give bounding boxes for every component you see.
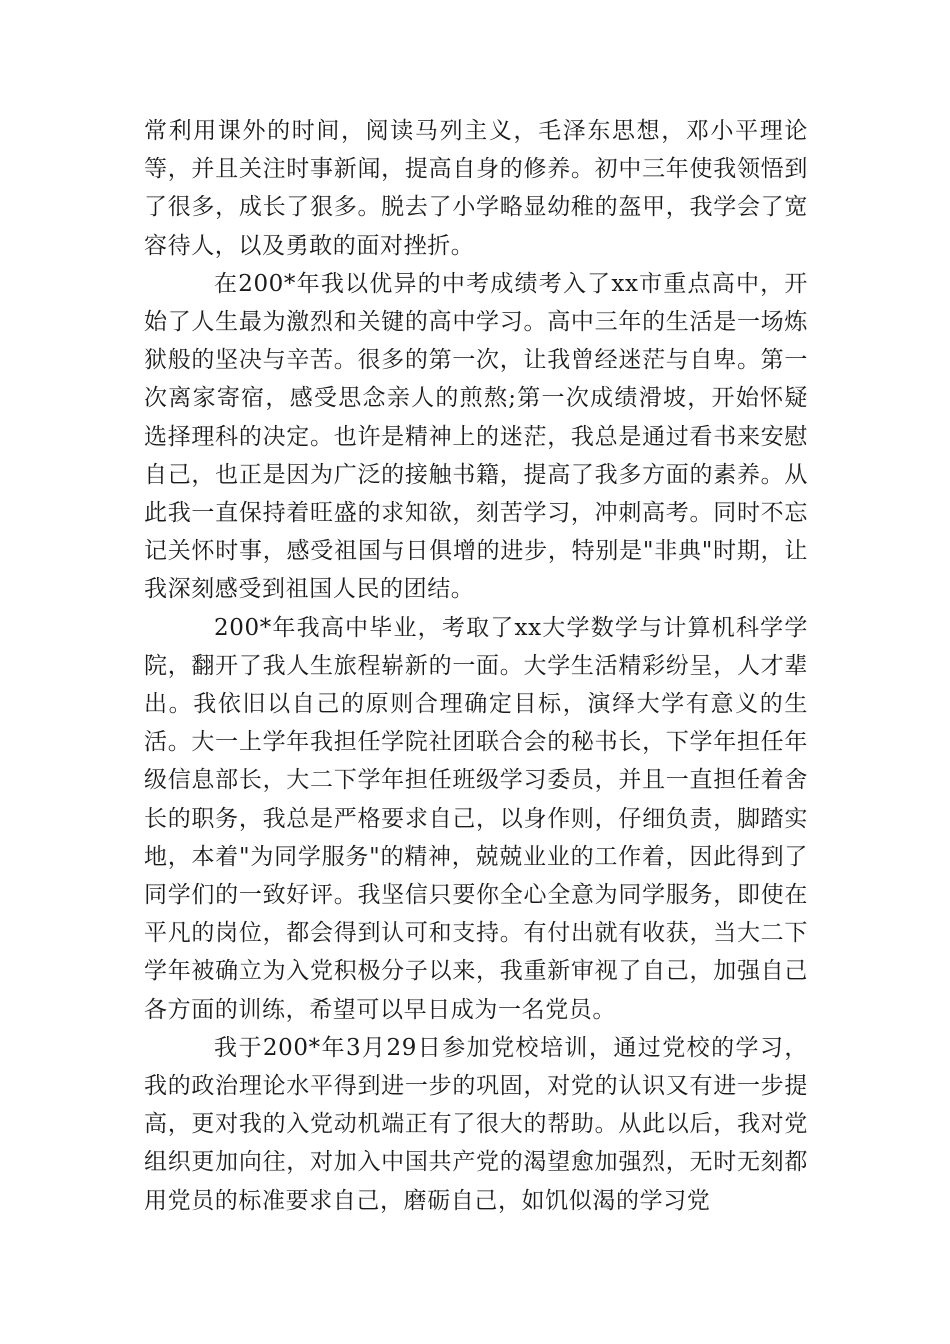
paragraph-4: 我于200*年3月29日参加党校培训，通过党校的学习，我的政治理论水平得到进一步的巩固，对党的认识又有进一步提高，更对我的入党动机端正有了很大的帮助。从此以后，我对党组织更加向往，对加入中国共产党的渴望愈加强烈，无时无刻都用党员的标准要求自己，磨砺自己，如饥似渴的学习党 — [144, 1034, 808, 1214]
paragraph-1: 常利用课外的时间，阅读马列主义，毛泽东思想，邓小平理论等，并且关注时事新闻，提高自身的修养。初中三年使我领悟到了很多，成长了狠多。脱去了小学略显幼稚的盔甲，我学会了宽容待人，以及勇敢的面对挫折。 — [144, 118, 808, 259]
paragraph-3: 200*年我高中毕业，考取了xx大学数学与计算机科学学院，翻开了我人生旅程崭新的一面。大学生活精彩纷呈，人才辈出。我依旧以自己的原则合理确定目标，演绎大学有意义的生活。大一上学年我担任学院社团联合会的秘书长，下学年担任年级信息部长，大二下学年担任班级学习委员，并且一直担任着舍长的职务，我总是严格要求自己，以身作则，仔细负责，脚踏实地，本着"为同学服务"的精神，兢兢业业的工作着，因此得到了同学们的一致好评。我坚信只要你全心全意为同学服务，即使在平凡的岗位，都会得到认可和支持。有付出就有收获，当大二下学年被确立为入党积极分子以来，我重新审视了自己，加强自己各方面的训练，希望可以早日成为一名党员。 — [144, 614, 808, 1023]
document-body — [144, 112, 808, 1220]
paragraph-2: 在200*年我以优异的中考成绩考入了xx市重点高中，开始了人生最为激烈和关键的高中学习。高中三年的生活是一场炼狱般的坚决与辛苦。很多的第一次，让我曾经迷茫与自卑。第一次离家寄宿，感受思念亲人的煎熬;第一次成绩滑坡，开始怀疑选择理科的决定。也许是精神上的迷茫，我总是通过看书来安慰自己，也正是因为广泛的接触书籍，提高了我多方面的素养。从此我一直保持着旺盛的求知欲，刻苦学习，冲刺高考。同时不忘记关怀时事，感受祖国与日俱增的进步，特别是"非典"时期，让我深刻感受到祖国人民的团结。 — [144, 270, 808, 603]
